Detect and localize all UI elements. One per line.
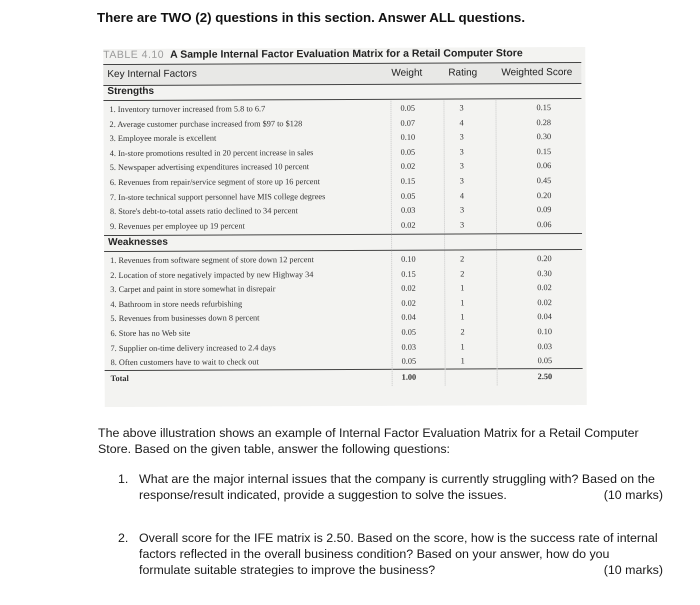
factor-cell: 5. Revenues from businesses down 8 percent bbox=[110, 313, 260, 324]
weighted-score-cell: 0.09 bbox=[536, 205, 552, 215]
weight-cell: 0.05 bbox=[400, 147, 416, 157]
factor-cell: 3. Carpet and paint in store somewhat in disrepair bbox=[110, 284, 276, 295]
weighted-score-cell: 0.06 bbox=[536, 161, 552, 171]
table-caption bbox=[103, 47, 523, 61]
table-number: TABLE 4.10 bbox=[103, 48, 165, 62]
weighted-score-cell: 0.04 bbox=[537, 312, 552, 322]
weight-cell: 0.15 bbox=[401, 269, 416, 279]
table-row bbox=[104, 217, 582, 234]
weighted-score-cell: 0.03 bbox=[537, 341, 553, 351]
factor-cell: 9. Revenues per employee up 19 percent bbox=[109, 221, 245, 231]
rating-cell: 1 bbox=[460, 312, 465, 322]
weight-cell: 0.10 bbox=[400, 132, 416, 142]
rating-cell: 1 bbox=[460, 356, 465, 366]
weaknesses-section-label: Weaknesses bbox=[104, 233, 582, 252]
weight-cell: 0.03 bbox=[401, 342, 417, 352]
rating-cell: 2 bbox=[460, 254, 465, 264]
rating-cell: 1 bbox=[460, 342, 465, 352]
weight-cell: 0.05 bbox=[400, 191, 416, 201]
rating-cell: 4 bbox=[459, 118, 464, 128]
weight-cell: 0.02 bbox=[400, 162, 416, 172]
weighted-score-cell: 0.30 bbox=[536, 132, 552, 142]
total-weight: 1.00 bbox=[401, 372, 417, 382]
weighted-score-cell: 0.30 bbox=[537, 268, 552, 278]
factor-cell: 8. Store's debt-to-total assets ratio declined to 34 percent bbox=[109, 206, 298, 217]
rating-cell: 3 bbox=[459, 205, 465, 215]
factor-cell: 2. Location of store negatively impacted by new Highway 34 bbox=[110, 269, 314, 280]
total-score: 2.50 bbox=[537, 372, 553, 382]
ife-matrix-table bbox=[103, 47, 587, 407]
factor-cell: 1. Revenues from software segment of store down 12 percent bbox=[110, 255, 314, 266]
weight-cell: 0.02 bbox=[401, 298, 416, 308]
weighted-score-cell: 0.02 bbox=[537, 297, 552, 307]
factor-cell: 7. Supplier on-time delivery increased to 2.4 days bbox=[110, 342, 276, 353]
strengths-rows bbox=[103, 100, 582, 233]
weighted-score-cell: 0.15 bbox=[536, 146, 552, 156]
total-row-wrap bbox=[105, 369, 583, 386]
factor-cell: 6. Revenues from repair/service segment of store up 16 percent bbox=[109, 177, 320, 187]
rating-cell: 1 bbox=[460, 298, 465, 308]
rating-cell: 1 bbox=[460, 283, 465, 293]
column-header-weight: Weight bbox=[391, 67, 423, 79]
rating-cell: 4 bbox=[459, 191, 465, 201]
weighted-score-cell: 0.06 bbox=[536, 219, 552, 229]
factor-cell: 6. Store has no Web site bbox=[110, 328, 191, 338]
weight-cell: 0.02 bbox=[401, 283, 416, 293]
strengths-section-label: Strengths bbox=[103, 83, 581, 101]
column-header-factors: Key Internal Factors bbox=[107, 68, 197, 81]
question-text: What are the major internal issues that the company is currently struggling with? Based on the response/result indicated, provide a suggestion to solve the issues. bbox=[139, 472, 655, 502]
rating-cell: 3 bbox=[459, 220, 465, 230]
weighted-score-cell: 0.10 bbox=[537, 327, 553, 337]
rating-cell: 3 bbox=[459, 176, 464, 186]
weighted-score-cell: 0.20 bbox=[537, 254, 552, 264]
question-marks: (10 marks) bbox=[603, 488, 663, 502]
rating-cell: 2 bbox=[460, 327, 465, 337]
table-title: A Sample Internal Factor Evaluation Matrix for a Retail Computer Store bbox=[170, 47, 523, 61]
weight-cell: 0.02 bbox=[400, 220, 416, 230]
weighted-score-cell: 0.28 bbox=[536, 117, 552, 127]
weight-cell: 0.04 bbox=[401, 313, 416, 323]
weighted-score-cell: 0.20 bbox=[536, 190, 552, 200]
weighted-score-cell: 0.15 bbox=[536, 103, 552, 113]
section-heading: There are TWO (2) questions in this section. Answer ALL questions. bbox=[97, 10, 526, 25]
column-header-rating: Rating bbox=[448, 67, 478, 79]
total-label: Total bbox=[110, 373, 129, 384]
question-number: 1. bbox=[118, 472, 129, 486]
question-number: 2. bbox=[118, 531, 129, 545]
weighted-score-cell: 0.02 bbox=[537, 283, 552, 293]
question-marks: (10 marks) bbox=[603, 563, 663, 577]
factor-cell: 4. Bathroom in store needs refurbishing bbox=[110, 299, 243, 309]
weighted-score-cell: 0.45 bbox=[536, 176, 552, 186]
column-header-weighted-score: Weighted Score bbox=[501, 67, 573, 79]
rating-cell: 3 bbox=[459, 132, 464, 142]
weight-cell: 0.10 bbox=[401, 254, 416, 264]
weight-cell: 0.05 bbox=[400, 103, 416, 113]
weaknesses-rows bbox=[104, 251, 583, 370]
factor-cell: 3. Employee morale is excellent bbox=[109, 133, 217, 144]
total-row bbox=[105, 369, 583, 386]
question-text: Overall score for the IFE matrix is 2.50. Based on the score, how is the success rate of internal factors reflected in the overall business condition? Based on your answer, how do you formulate suitable strategies to improve the business? bbox=[139, 531, 658, 577]
factor-cell: 7. In-store technical support personnel have MIS college degrees bbox=[109, 191, 326, 202]
weight-cell: 0.05 bbox=[401, 327, 417, 337]
factor-cell: 1. Inventory turnover increased from 5.8 to 6.7 bbox=[109, 104, 266, 115]
instruction-paragraph: The above illustration shows an example of Internal Factor Evaluation Matrix for a Retail Computer Store. Based on the given table, answer the following questions: bbox=[98, 426, 639, 456]
rating-cell: 3 bbox=[459, 103, 464, 113]
weight-cell: 0.05 bbox=[401, 356, 417, 366]
question-2 bbox=[118, 530, 663, 580]
weight-cell: 0.03 bbox=[400, 205, 416, 215]
weight-cell: 0.07 bbox=[400, 118, 416, 128]
question-1 bbox=[118, 471, 663, 505]
weighted-score-cell: 0.05 bbox=[537, 356, 553, 366]
weight-cell: 0.15 bbox=[400, 176, 416, 186]
factor-cell: 2. Average customer purchase increased from $97 to $128 bbox=[109, 118, 303, 129]
factor-cell: 8. Often customers have to wait to check out bbox=[110, 357, 259, 368]
factor-cell: 4. In-store promotions resulted in 20 percent increase in sales bbox=[109, 147, 314, 158]
rating-cell: 3 bbox=[459, 147, 464, 157]
rating-cell: 3 bbox=[459, 161, 464, 171]
rating-cell: 2 bbox=[460, 269, 465, 279]
factor-cell: 5. Newspaper advertising expenditures increased 10 percent bbox=[109, 162, 310, 173]
